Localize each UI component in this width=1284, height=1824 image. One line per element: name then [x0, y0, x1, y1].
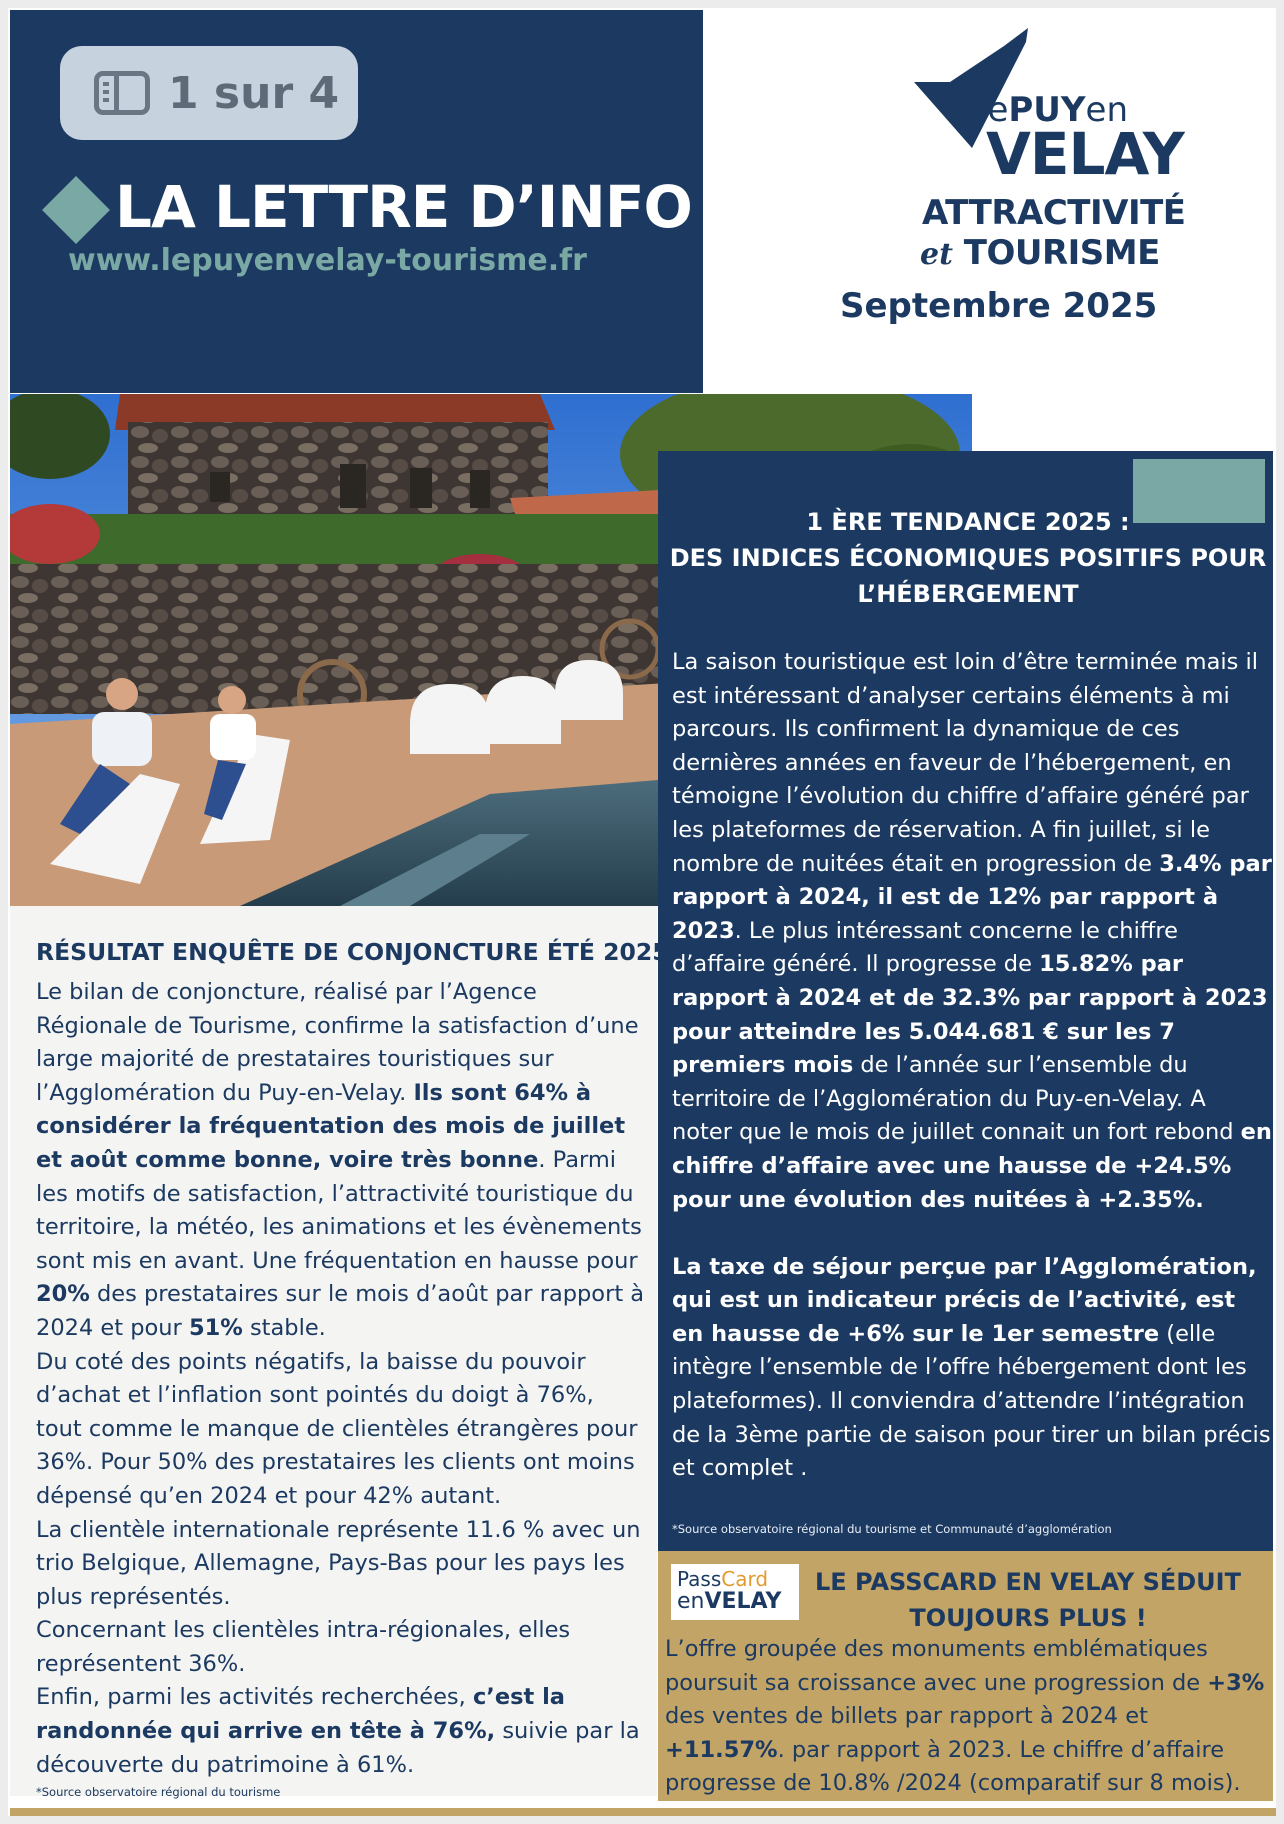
bottom-accent-strip	[10, 1808, 1276, 1816]
enquete-paragraph	[36, 1681, 646, 1782]
body-text: Enfin, parmi les activités recherchées,	[36, 1684, 473, 1711]
tendance-title: 1 ÈRE TENDANCE 2025 : DES INDICES ÉCONOMIQUES POSITIFS POUR L’HÉBERGEMENT	[669, 508, 1267, 608]
newsletter-title: LA LETTRE D’INFO	[115, 173, 692, 241]
body-text: . par rapport à 2023. Le chiffre d’affaire progresse de 10.8% /2024 (comparatif sur 8 mois).	[665, 1736, 1241, 1797]
body-text: de l’année sur l’ensemble du territoire de l’Agglomération du Puy-en-Velay. A noter que le mois de juillet connait un fort rebond	[672, 1052, 1241, 1146]
logo-attractivite: ATTRACTIVITÉ	[922, 193, 1186, 233]
enquete-title: RÉSULTAT ENQUÊTE DE CONJONCTURE ÉTÉ 2025	[36, 938, 669, 966]
emphasis-text: La taxe de séjour perçue par l’Agglomération, qui est un indicateur précis de l’activité, est en hausse de +6% sur le 1er semestre	[672, 1253, 1257, 1347]
website-url: www.lepuyenvelay-tourisme.fr	[68, 243, 587, 278]
passcard-body	[665, 1633, 1270, 1801]
enquete-paragraph	[36, 1346, 646, 1514]
passcard-logo: PassCard enVELAY	[671, 1564, 799, 1620]
emphasis-text: Ils sont 64% à considérer la fréquentation des mois de juillet et août comme bonne, voire très bonne	[36, 1079, 626, 1173]
body-text: Concernant les clientèles intra-régionales, elles représentent 36%.	[36, 1617, 571, 1677]
emphasis-text: en chiffre d’affaire avec une hausse de +24.5% pour une évolution des nuitées à +2.35%.	[672, 1119, 1272, 1213]
tendance-paragraph-1	[672, 646, 1272, 1217]
body-text: stable.	[242, 1314, 326, 1341]
enquete-paragraph	[36, 976, 646, 1346]
emphasis-text: +11.57%	[665, 1736, 778, 1763]
body-text: Le bilan de conjoncture, réalisé par l’Agence Régionale de Tourisme, confirme la satisfaction d’une large majorité de prestataires touristiques sur l’Agglomération du Puy-en-Velay.	[36, 979, 639, 1106]
brand-logo	[908, 28, 1188, 273]
enquete-body	[36, 976, 646, 1782]
enquete-paragraph	[36, 1614, 646, 1681]
logo-et-tourisme: et TOURISME	[920, 233, 1160, 273]
emphasis-text: 15.82% par rapport à 2024 et de 32.3% par rapport à 2023 pour atteindre les 5.044.681 € sur les 7 premiers mois	[672, 951, 1268, 1079]
body-text: . Parmi les motifs de satisfaction, l’attractivité touristique du territoire, la météo, les animations et les évènements sont mis en avant. Une fréquentation en hausse pour	[36, 1146, 642, 1274]
emphasis-text: 51%	[188, 1314, 243, 1341]
sidebar-icon	[94, 71, 150, 115]
page-indicator[interactable]	[60, 46, 358, 140]
body-text: (elle intègre l’ensemble de l’offre hébergement dont les plateformes). Il conviendra d’attendre l’intégration de la 3ème partie de saison pour tirer un bilan précis et complet .	[672, 1320, 1271, 1482]
emphasis-text: 3.4% par rapport à 2024, il est de 12% par rapport à 2023	[672, 850, 1272, 944]
emphasis-text: +3%	[1207, 1669, 1265, 1696]
body-text: . Le plus intéressant concerne le chiffre d’affaire généré. Il progresse de	[672, 917, 1178, 978]
body-text: La saison touristique est loin d’être terminée mais il est intéressant d’analyser certains éléments à mi parcours. Ils confirment la dynamique de ces dernières années en faveur de l’hébergement, en témoigne l’évolution du chiffre d’affaire généré par les plateformes de réservation. A fin juillet, si le nombre de nuitées était en progression de	[672, 649, 1259, 877]
tendance-body	[672, 646, 1272, 1486]
body-text: L’offre groupée des monuments emblématiques poursuit sa croissance avec une progression de	[665, 1636, 1208, 1696]
body-text: des prestataires sur le mois d’août par rapport à 2024 et pour	[36, 1281, 645, 1341]
body-text: La clientèle internationale représente 11.6 % avec un trio Belgique, Allemagne, Pays-Bas pour les pays les plus représentés.	[36, 1516, 641, 1610]
enquete-source-note: *Source observatoire régional du tourisme	[36, 1785, 281, 1799]
newsletter-page	[8, 8, 1276, 1816]
body-text: suivie par la découverte du patrimoine à 61%.	[36, 1718, 640, 1778]
page-indicator-label: 1 sur 4	[168, 67, 340, 119]
enquete-paragraph	[36, 1514, 646, 1615]
logo-velay: VELAY	[986, 120, 1184, 188]
logo-le-puy-en: lePUYen	[978, 90, 1128, 130]
tendance-source-note: *Source observatoire régional du tourisme et Communauté d’agglomération	[672, 1522, 1112, 1536]
body-text: Du coté des points négatifs, la baisse du pouvoir d’achat et l’inflation sont pointés du doigt à 76%, tout comme le manque de clientèles étrangères pour 36%. Pour 50% des prestataires les clients ont moins dépensé qu’en 2024 et pour 42% autant.	[36, 1348, 638, 1509]
emphasis-text: c’est la randonnée qui arrive en tête à 76%,	[36, 1684, 565, 1745]
issue-date: Septembre 2025	[840, 286, 1158, 326]
emphasis-text: 20%	[36, 1281, 90, 1308]
passcard-title: LE PASSCARD EN VELAY SÉDUIT TOUJOURS PLUS !	[815, 1568, 1241, 1632]
body-text: des ventes de billets par rapport à 2024 et	[665, 1703, 1148, 1730]
tendance-paragraph-2	[672, 1251, 1272, 1486]
